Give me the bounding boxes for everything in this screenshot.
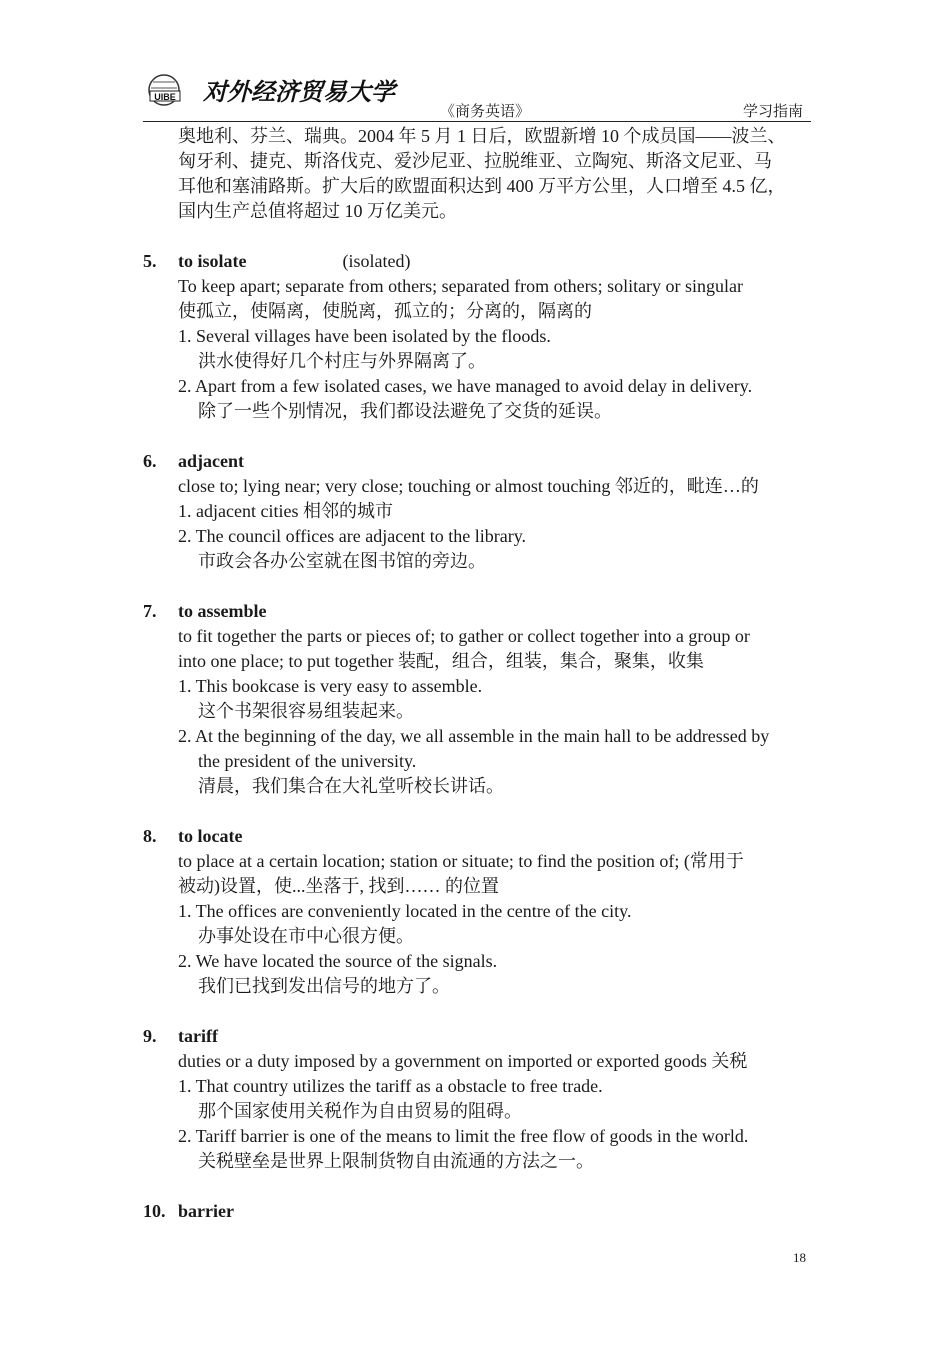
- example-sentence: 1. Several villages have been isolated by the floods.: [178, 326, 551, 346]
- entry-number: 5.: [143, 251, 157, 271]
- entry-heading: [143, 1199, 811, 1224]
- example-translation: 清晨，我们集合在大礼堂听校长讲话。: [198, 776, 504, 796]
- example-sentence: the president of the university.: [198, 751, 417, 771]
- example-sentence: 1. This bookcase is very easy to assemble.: [178, 676, 483, 696]
- entry-number: 8.: [143, 826, 157, 846]
- vocab-entry: [143, 1199, 811, 1224]
- guide-title: 学习指南: [742, 104, 803, 120]
- example-translation: 市政会各办公室就在图书馆的旁边。: [198, 551, 486, 571]
- example-sentence: 1. That country utilizes the tariff as a obstacle to free trade.: [178, 1076, 603, 1096]
- example-sentence: 1. The offices are conveniently located in the centre of the city.: [178, 901, 632, 921]
- example-sentence: 2. The council offices are adjacent to the library.: [178, 526, 527, 546]
- entry-number: 9.: [143, 1026, 157, 1046]
- vocab-entry: [143, 1024, 811, 1174]
- entry-heading: [143, 1024, 811, 1049]
- course-title: 《商务英语》: [440, 104, 531, 120]
- vocab-entry: [143, 824, 811, 999]
- example-translation: 办事处设在市中心很方便。: [198, 926, 414, 946]
- example-sentence: 2. At the beginning of the day, we all assemble in the main hall to be addressed by: [178, 726, 770, 746]
- entry-definition: duties or a duty imposed by a government on imported or exported goods 关税: [178, 1051, 748, 1071]
- entry-term: barrier: [178, 1201, 234, 1221]
- document-body: [143, 124, 811, 1224]
- example-translation: 这个书架很容易组装起来。: [198, 701, 414, 721]
- example-translation: 关税壁垒是世界上限制货物自由流通的方法之一。: [198, 1151, 594, 1171]
- entry-term: to isolate: [178, 251, 247, 271]
- entry-definition: to fit together the parts or pieces of; to gather or collect together into a group or: [178, 626, 750, 646]
- entry-definition: close to; lying near; very close; touching or almost touching 邻近的，毗连…的: [178, 476, 759, 496]
- entry-definition: 使孤立，使隔离，使脱离，孤立的；分离的，隔离的: [178, 301, 592, 321]
- vocab-entry: [143, 449, 811, 574]
- example-sentence: 2. Apart from a few isolated cases, we have managed to avoid delay in delivery.: [178, 376, 753, 396]
- intro-line: 耳他和塞浦路斯。扩大后的欧盟面积达到 400 万平方公里，人口增至 4.5 亿，: [178, 176, 786, 196]
- header-rule: [143, 121, 811, 122]
- example-translation: 洪水使得好几个村庄与外界隔离了。: [198, 351, 486, 371]
- example-translation: 我们已找到发出信号的地方了。: [198, 976, 450, 996]
- entry-term: to assemble: [178, 601, 267, 621]
- logo-graphic: [143, 68, 395, 114]
- example-sentence: 1. adjacent cities 相邻的城市: [178, 501, 393, 521]
- entry-heading: [143, 599, 811, 624]
- entry-variant: (isolated): [342, 251, 411, 271]
- entry-number: 7.: [143, 601, 157, 621]
- entry-term: tariff: [178, 1026, 218, 1046]
- entry-number: 10.: [143, 1201, 166, 1221]
- entry-definition: to place at a certain location; station or situate; to find the position of; (常用于: [178, 851, 744, 871]
- intro-line: 奥地利、芬兰、瑞典。2004 年 5 月 1 日后，欧盟新增 10 个成员国——波兰、: [178, 126, 786, 146]
- logo-badge-text: UIBE: [154, 92, 176, 102]
- entry-number: 6.: [143, 451, 157, 471]
- example-sentence: 2. Tariff barrier is one of the means to limit the free flow of goods in the world.: [178, 1126, 749, 1146]
- page-number: 18: [793, 1250, 806, 1265]
- vocab-entry: [143, 249, 811, 424]
- entry-heading: [143, 249, 811, 274]
- university-logo: [143, 68, 395, 114]
- entry-heading: [143, 824, 811, 849]
- example-sentence: 2. We have located the source of the signals.: [178, 951, 498, 971]
- example-translation: 除了一些个别情况，我们都设法避免了交货的延误。: [198, 401, 612, 421]
- entry-definition: into one place; to put together 装配，组合，组装，集合，聚集，收集: [178, 651, 704, 671]
- example-translation: 那个国家使用关税作为自由贸易的阻碍。: [198, 1101, 522, 1121]
- intro-paragraph: [178, 124, 811, 224]
- vocab-entry: [143, 599, 811, 799]
- entry-term: to locate: [178, 826, 243, 846]
- intro-line: 匈牙利、捷克、斯洛伐克、爱沙尼亚、拉脱维亚、立陶宛、斯洛文尼亚、马: [178, 151, 772, 171]
- entry-heading: [143, 449, 811, 474]
- intro-line: 国内生产总值将超过 10 万亿美元。: [178, 201, 457, 221]
- vocabulary-list: [143, 249, 811, 1224]
- page-header: [143, 68, 811, 122]
- entry-term: adjacent: [178, 451, 244, 471]
- logo-calligraphy: 对外经济贸易大学: [203, 77, 395, 106]
- entry-definition: To keep apart; separate from others; separated from others; solitary or singular: [178, 276, 744, 296]
- entry-definition: 被动)设置，使...坐落于, 找到…… 的位置: [178, 876, 499, 896]
